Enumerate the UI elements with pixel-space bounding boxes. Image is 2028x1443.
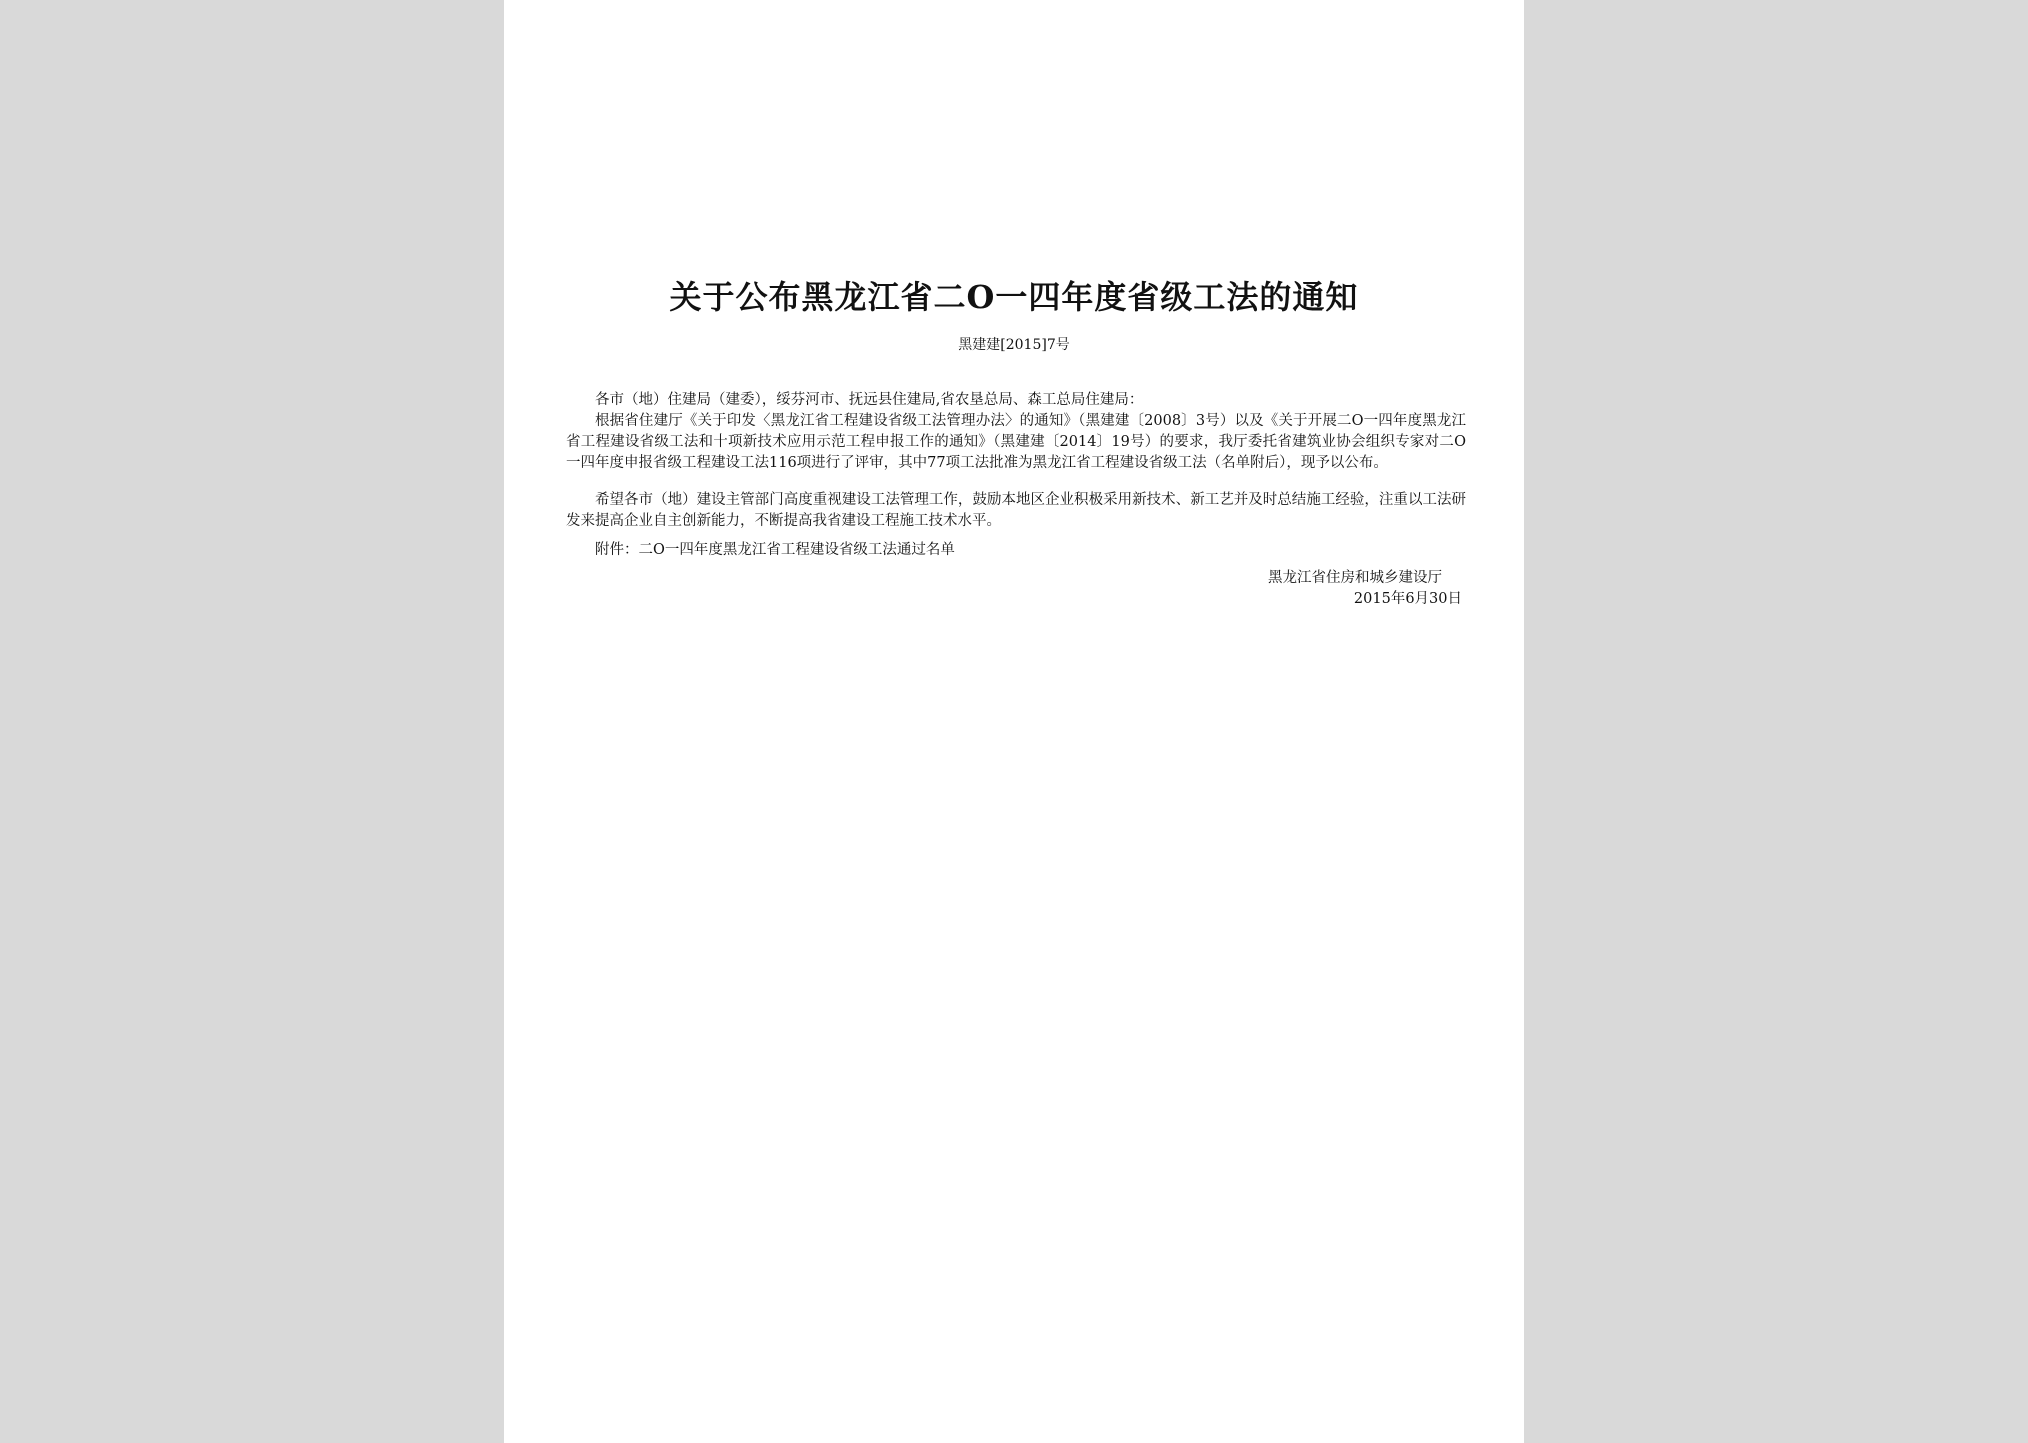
- issue-date: 2015年6月30日: [1353, 591, 1462, 607]
- attachment-note: 附件：二O一四年度黑龙江省工程建设省级工法通过名单: [595, 542, 955, 558]
- document-title: 关于公布黑龙江省二O一四年度省级工法的通知: [669, 278, 1359, 316]
- document-page: [504, 0, 1524, 1443]
- document-number: 黑建建[2015]7号: [958, 337, 1070, 353]
- salutation: 各市（地）住建局（建委），绥芬河市、抚远县住建局,省农垦总局、森工总局住建局：: [595, 392, 1144, 408]
- issuer-signature: 黑龙江省住房和城乡建设厅: [1268, 570, 1442, 586]
- paragraph-1: 根据省住建厅《关于印发〈黑龙江省工程建设省级工法管理办法〉的通知》（黑建建〔2008〕3号）以及《关于开展二O一四年度黑龙江省工程建设省级工法和十项新技术应用示范工程申报工作的通知》（黑建建〔2014〕19号）的要求，我厅委托省建筑业协会组织专家对二O一四年度申报省级工程建设工法116项进行了评审，其中77项工法批准为黑龙江省工程建设省级工法（名单附后），现予以公布。: [566, 413, 1466, 471]
- paragraph-2: 希望各市（地）建设主管部门高度重视建设工法管理工作，鼓励本地区企业积极采用新技术、新工艺并及时总结施工经验，注重以工法研发来提高企业自主创新能力，不断提高我省建设工程施工技术水平。: [566, 492, 1466, 529]
